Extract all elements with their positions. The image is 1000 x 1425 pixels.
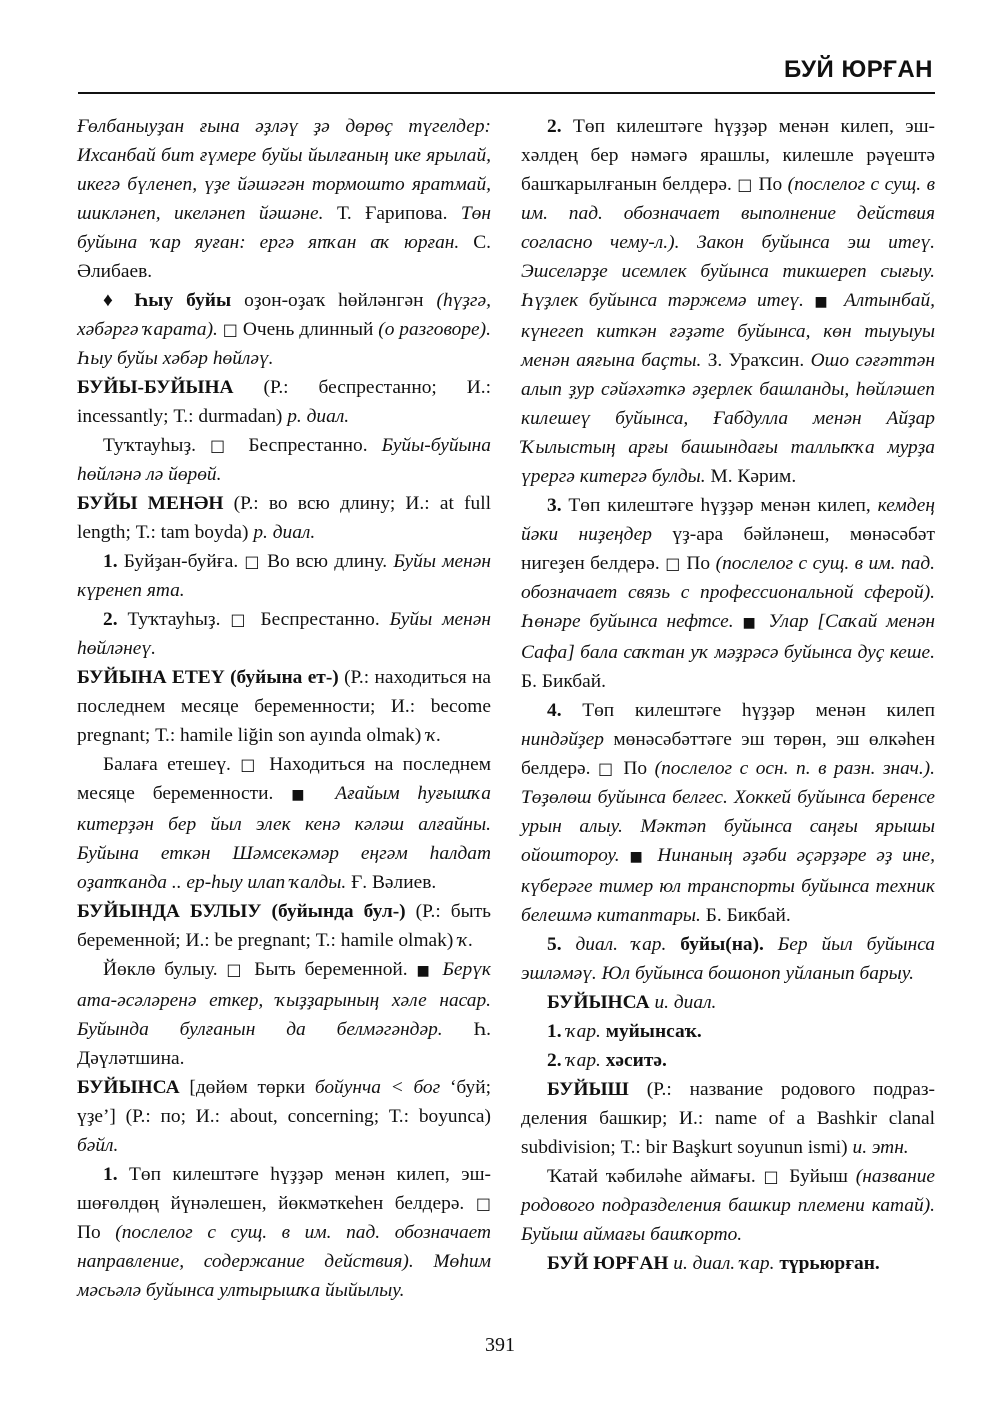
note: (һүҙгә, хәбәргә ҡарата).: [77, 290, 491, 340]
gloss: мөнәсәбәттәге эш төрөн, эш өлкәһен белдерә.: [521, 729, 935, 779]
headword: БУЙ ЮРҒАН: [547, 1253, 669, 1274]
dictionary-entry: [77, 897, 491, 955]
running-head: БУЙ ЮРҒАН: [783, 56, 933, 83]
entry-sense: [77, 431, 491, 489]
etymology-form: бойунча < бог: [314, 1077, 441, 1098]
example-text: Алтынбай, күнегеп киткән ғәҙәте буйынса, көн тыуыуы менән аяғына баҫты.: [521, 290, 935, 371]
russian-translation: По: [686, 553, 711, 574]
example-text: Буйы-буйына һөйләнә лә йөрөй.: [77, 435, 491, 485]
entry-sense: [521, 491, 935, 696]
russian-translation: Беспрестанно.: [260, 609, 380, 630]
russian-translation: По: [623, 758, 648, 779]
part-of-speech: р. диал.: [253, 522, 316, 543]
example-source: Ғ. Вәлиев.: [351, 872, 437, 893]
translation-marker: □: [737, 175, 753, 194]
part-of-speech: ҡар.: [566, 1021, 601, 1042]
example-text: Улар [Саҡай менән Сафа] бала саҡтан уҡ мәҙрәсә буйынса дуҫ кеше.: [521, 611, 935, 663]
example-source: С. Әлибаев.: [77, 232, 491, 282]
gloss: Йөклө булыу.: [103, 959, 218, 980]
translation-marker: □: [598, 759, 616, 778]
page-number: 391: [485, 1334, 515, 1356]
phrase-entry: [77, 286, 491, 373]
sense-number: 1.: [103, 551, 118, 572]
part-of-speech: ҡ.: [458, 930, 474, 951]
example-text: Нинаның әҙәби әҫәрҙәре әҙ ине, күберәге тимер юл транспорты буйынса техник белешмә китаптары.: [521, 845, 935, 926]
translations: (Р.: название родового подразделения башкир; И.: name of a Bashkir clanal subdivision; Т.: bir Başkurt soyunun ismi): [521, 1079, 935, 1158]
entry-continuation: [77, 112, 491, 286]
diamond-marker: ♦: [103, 290, 122, 311]
cross-reference: буйы(на).: [680, 934, 764, 955]
translation-marker: □: [665, 554, 681, 573]
dictionary-entry: [521, 988, 935, 1017]
cross-reference: түрьюрған.: [779, 1253, 880, 1274]
sense-number: 4.: [547, 700, 562, 721]
translation-marker: □: [230, 610, 251, 629]
gloss: үҙ-ара бәйләнеш, мөнәсәбәт нигеҙен белдерә.: [521, 524, 935, 574]
example-source: З. Ураҡсин.: [707, 350, 805, 371]
gloss: Төп килештәге һүҙҙәр менән килеп,: [568, 495, 871, 516]
entry-sense: [521, 112, 935, 491]
headword: БУЙЫ МЕНӘН: [77, 493, 224, 514]
part-of-speech: и. этн.: [852, 1137, 909, 1158]
headword: БУЙЫШ: [547, 1079, 629, 1100]
note: (послелог с сущ. в им. пад. обозначает выполнение действия согласно чему-л.). Закон буйынса эш итеү. Эшселәрҙе исемлек буйынса тикшереп сығыу. Һүҙлек буйынса тәржемә итеү.: [521, 174, 935, 311]
part-of-speech: и. диал.: [654, 992, 717, 1013]
russian-translation: Очень длинный: [242, 319, 374, 340]
gloss: Төп килештәге һүҙҙәр менән килеп, эш-шөғөлдөң йүнәлешен, йөкмәткеһен белдерә.: [77, 1164, 491, 1214]
example-text: Ошо сәғәттән алып ҙур сәйәхәткә әҙерлек башланды, һөйләшеп килешеү буйынса, Ғабдулла менән Айҙар Ҡылыстың арғы башындағы таллыҡҡа мурҙа үрергә китергә булды.: [521, 350, 935, 487]
translation-marker: □: [222, 320, 238, 339]
entry-sense: [521, 1162, 935, 1249]
dictionary-entry: [521, 1249, 935, 1278]
example-text: Буйы менән күренеп ята.: [77, 551, 491, 601]
russian-translation: Беспрестанно.: [248, 435, 368, 456]
gloss: оҙон-оҙаҡ һөйләнгән: [244, 290, 424, 311]
gloss-italic: кемдең йәки ниҙеңдер: [521, 495, 935, 545]
example-source: Т. Ғарипова.: [336, 203, 448, 224]
sense-number: 3.: [547, 495, 562, 516]
gloss: Ҡатай ҡәбиләһе аймағы.: [547, 1166, 756, 1187]
translations: ‘буй; үҙе’] (Р.: по; И.: about, concerning; Т.: boyunca): [77, 1077, 491, 1127]
note: (о разговоре).: [378, 319, 491, 340]
translation-marker: □: [240, 755, 260, 774]
dictionary-entry: [77, 663, 491, 750]
translation-marker: □: [226, 960, 246, 979]
part-of-speech: ҡ.: [426, 725, 442, 746]
translation-marker: □: [763, 1167, 782, 1186]
entry-sense: [77, 750, 491, 897]
entry-sense: [77, 1160, 491, 1305]
example-marker: ■: [629, 849, 648, 865]
entry-sense: [521, 696, 935, 930]
gloss: Буйҙан-буйға.: [123, 551, 239, 572]
gloss: Балаға етешеү.: [103, 754, 231, 775]
russian-translation: По: [758, 174, 783, 195]
sense-number: 2.: [547, 1050, 562, 1071]
dictionary-entry: [77, 373, 491, 431]
example-marker: ■: [291, 787, 318, 803]
gloss: Төп килештәге һүҙҙәр менән килеп, эш-хәлдең бер нәмәгә ярашлы, килешле рәүештә башҡарылғанын белдерә.: [521, 116, 935, 195]
translations: (Р.: находиться на последнем месяце беременности; И.: become pregnant; Т.: hamile liğin son ayında olmak): [77, 667, 491, 746]
entry-sense: [77, 547, 491, 605]
dictionary-entry: [521, 1075, 935, 1162]
translations: (Р.: беспрестанно; И.: incessantly; Т.: durmadan): [77, 377, 491, 427]
headword: БУЙЫНСА: [77, 1077, 180, 1098]
example-text: Ғөлбаныуҙан ғына әҙләү ҙә дөрөҫ түгелдер: Ихсанбай бит ғүмере буйы йылғаның ике ярылай, икегә бүленеп, үҙе йәшәгән тормошто яратмай, шикләнеп, икеләнеп йәшәне.: [77, 116, 491, 224]
example-source: М. Кәрим.: [710, 466, 797, 487]
etymology: [дөйөм төрки: [189, 1077, 306, 1098]
example-marker: ■: [814, 294, 834, 310]
part-of-speech: диал. ҡар.: [575, 934, 667, 955]
dictionary-entry: [77, 1073, 491, 1160]
note: (послелог с сущ. в им. пад. обозначает связь с профессиональной сферой). Һөнәре буйынса нефтсе.: [521, 553, 935, 632]
russian-translation: Быть беременной.: [254, 959, 408, 980]
entry-sense: [521, 1017, 935, 1046]
headword: БУЙЫ-БУЙЫНА: [77, 377, 234, 398]
translation-marker: □: [244, 552, 261, 571]
russian-translation: По: [77, 1222, 101, 1243]
sense-number: 5.: [547, 934, 562, 955]
dictionary-entry: [77, 489, 491, 547]
example-source: Һ. Дәүләтшина.: [77, 1019, 491, 1069]
russian-translation: Находиться на последнем месяце беременности.: [77, 754, 491, 804]
left-column: [77, 112, 491, 1305]
example-source: Б. Бикбай.: [705, 905, 791, 926]
example-marker: ■: [416, 963, 434, 979]
entry-sense: [77, 605, 491, 663]
translations: (Р.: быть беременной; И.: be pregnant; Т.: hamile olmak): [77, 901, 491, 951]
sense-number: 1.: [547, 1021, 562, 1042]
example-source: Б. Бикбай.: [521, 671, 606, 692]
gloss: Төп килештәге һүҙҙәр менән килеп: [582, 700, 935, 721]
sense-number: 1.: [103, 1164, 118, 1185]
translations: (Р.: во всю длину; И.: at full length; Т.: tam boyda): [77, 493, 491, 543]
right-column: [521, 112, 935, 1278]
headword: БУЙЫНА ЕТЕҮ (буйына ет-): [77, 667, 339, 688]
example-marker: ■: [742, 615, 760, 631]
part-of-speech: бәйл.: [77, 1135, 119, 1156]
sense-number: 2.: [103, 609, 118, 630]
entry-sense: [521, 930, 935, 988]
note: (послелог с осн. п. в разн. знач.). Төҙөлөш буйынса белгес. Хоккей буйынса беренсе урын алыу. Мәктәп буйынса саңғы ярышы ойоштороу.: [521, 758, 935, 866]
example-text: Һыу буйы хәбәр һөйләү.: [77, 348, 274, 369]
note: (название родового подразделения башкир племени катай). Буйыш аймағы башҡорто.: [521, 1166, 936, 1245]
headword: БУЙЫНСА: [547, 992, 650, 1013]
russian-translation: Во всю длину.: [267, 551, 388, 572]
cross-reference: муйынсаҡ.: [605, 1021, 702, 1042]
entry-sense: [521, 1046, 935, 1075]
note: (послелог с сущ. в им. пад. обозначает направление, содержание действия). Мөһим мәсьәлә буйынса ултырышҡа йыйылыу.: [77, 1222, 491, 1301]
translation-marker: □: [475, 1194, 491, 1213]
entry-sense: [77, 955, 491, 1073]
cross-reference: хәситә.: [605, 1050, 667, 1071]
example-text: Бер йыл буйынса эшләмәү. Юл буйынса бошоноп уйланып барыу.: [521, 934, 935, 984]
header-rule: [78, 92, 935, 94]
headword: БУЙЫНДА БУЛЫУ (буйында бул-): [77, 901, 406, 922]
example-text: Буйы менән һөйләнеү.: [77, 609, 491, 659]
gloss: Туҡтауһыҙ.: [103, 435, 196, 456]
gloss: Туҡтауһыҙ.: [127, 609, 221, 630]
part-of-speech: ҡар.: [566, 1050, 601, 1071]
gloss-italic: ниндәйҙер: [521, 729, 604, 750]
example-text: Төн буйына ҡар яуған: ергә япҡан аҡ юрған.: [77, 203, 491, 253]
russian-translation: Буйыш: [789, 1166, 848, 1187]
example-text: Ағайым һуғышҡа китерҙән бер йыл элек кенә кәләш алғайны. Буйына еткән Шәмсекәмәр еңгәм һалдат оҙатҡанда .. ер-һыу илап ҡалды.: [77, 783, 491, 893]
part-of-speech: и. диал. ҡар.: [673, 1253, 775, 1274]
sense-number: 2.: [547, 116, 562, 137]
part-of-speech: р. диал.: [287, 406, 350, 427]
example-text: Берүк ата-әсәләренә еткер, ҡыҙҙарының хәле насар. Буйында булғанын да белмәгәндәр.: [77, 959, 491, 1040]
phrase-headword: Һыу буйы: [134, 290, 232, 311]
translation-marker: □: [210, 436, 235, 455]
